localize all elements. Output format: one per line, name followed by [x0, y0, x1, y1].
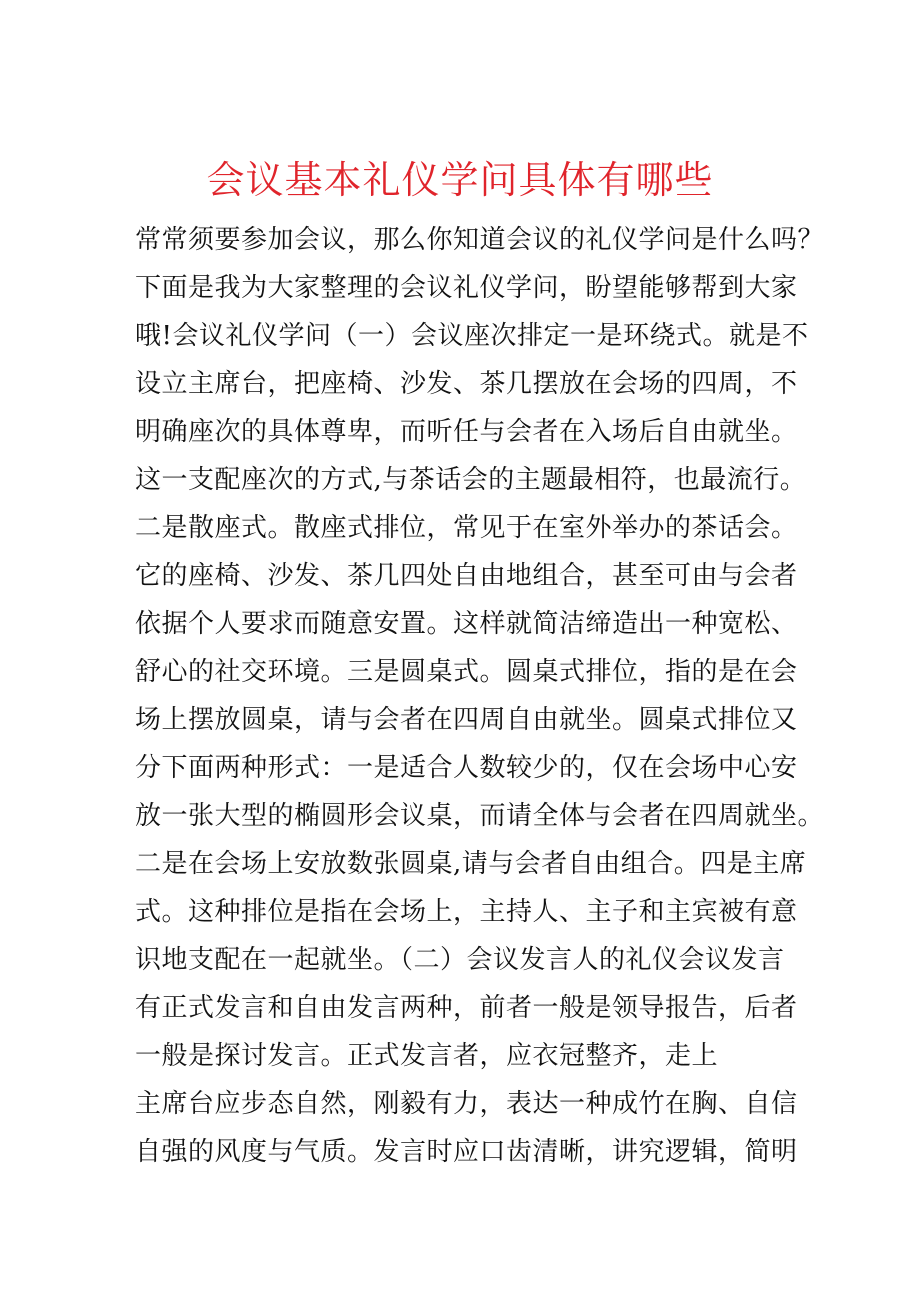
body-line: 一般是探讨发言。正式发言者，应衣冠整齐，走上 [135, 1041, 719, 1071]
body-line: 依据个人要求而随意安置。这样就简洁缔造出一种宽松、 [135, 609, 798, 639]
body-line: 舒心的社交环境。三是圆桌式。圆桌式排位，指的是在会 [135, 657, 798, 687]
body-line: 自强的风度与气质。发言时应口齿清晰，讲究逻辑，简明 [135, 1137, 798, 1167]
body-line: 二是散座式。散座式排位，常见于在室外举办的茶话会。 [135, 513, 798, 543]
body-line: 有正式发言和自由发言两种，前者一般是领导报告，后者 [135, 993, 798, 1023]
body-line: 识地支配在一起就坐。（二）会议发言人的礼仪会议发言 [135, 945, 785, 975]
body-line: 主席台应步态自然，刚毅有力，表达一种成竹在胸、自信 [135, 1089, 798, 1119]
body-line: 放一张大型的椭圆形会议桌，而请全体与会者在四周就坐。 [135, 801, 825, 831]
body-line: 它的座椅、沙发、茶几四处自由地组合，甚至可由与会者 [135, 561, 798, 591]
document-title: 会议基本礼仪学问具体有哪些 [206, 158, 714, 202]
body-line: 二是在会场上安放数张圆桌,请与会者自由组合。四是主席 [135, 849, 807, 879]
body-line: 明确座次的具体尊卑，而听任与会者在入场后自由就坐。 [135, 417, 798, 447]
body-line: 哦!会议礼仪学问（一）会议座次排定一是环绕式。就是不 [135, 321, 809, 351]
body-line: 这一支配座次的方式,与茶话会的主题最相符，也最流行。 [135, 465, 807, 495]
document-body [135, 216, 825, 1176]
body-line: 式。这种排位是指在会场上，主持人、主子和主宾被有意 [135, 897, 798, 927]
body-line: 设立主席台，把座椅、沙发、茶几摆放在会场的四周，不 [135, 369, 798, 399]
body-line: 常常须要参加会议，那么你知道会议的礼仪学问是什么吗？ [135, 225, 825, 255]
body-line: 下面是我为大家整理的会议礼仪学问，盼望能够帮到大家 [135, 273, 798, 303]
body-line: 场上摆放圆桌，请与会者在四周自由就坐。圆桌式排位又 [135, 705, 798, 735]
body-line: 分下面两种形式：一是适合人数较少的，仅在会场中心安 [135, 753, 798, 783]
